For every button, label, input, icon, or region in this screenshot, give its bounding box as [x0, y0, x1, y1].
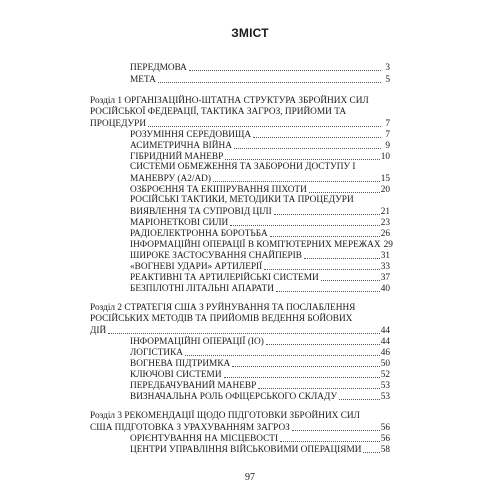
- toc-entry-label: МЕТА: [130, 75, 156, 85]
- leader-dots: [339, 398, 380, 400]
- toc-entry-page: 31: [380, 251, 390, 261]
- toc-entry-label: ДІЙ: [90, 326, 107, 336]
- toc-entry-aim[interactable]: [130, 74, 390, 86]
- leader-dots: [230, 224, 379, 226]
- toc-entry-page: 56: [380, 423, 390, 433]
- toc-entry-page: 23: [380, 218, 390, 228]
- toc-entry-label: ВИЯВЛЕННЯ ТА СУПРОВІД ЦІЛІ: [130, 207, 272, 217]
- toc-entry-page: 15: [380, 174, 390, 184]
- leader-dots: [108, 332, 380, 334]
- leader-dots: [276, 290, 380, 292]
- toc-entry-label: ІНФОРМАЦІЙНІ ОПЕРАЦІЇ (IO): [130, 337, 264, 347]
- toc-entry[interactable]: [130, 283, 390, 295]
- toc-entry-preface[interactable]: [130, 62, 390, 74]
- toc-entry-label: КЛЮЧОВІ СИСТЕМИ: [130, 370, 222, 380]
- toc-entry-label: ОРІЄНТУВАННЯ НА МІСЦЕВОСТІ: [130, 434, 279, 444]
- toc-entry-page: 46: [380, 348, 390, 358]
- toc-entry-page: 20: [380, 185, 390, 195]
- leader-dots: [185, 354, 380, 356]
- page-number: 97: [245, 472, 255, 483]
- toc-entry-page: 56: [380, 434, 390, 444]
- leader-dots: [292, 429, 380, 431]
- toc-entry-label: ВОГНЕВА ПІДТРИМКА: [130, 359, 231, 369]
- section-2-title-line-1[interactable]: Розділ 2 СТРАТЕГІЯ США З РУЙНУВАННЯ ТА ПОСЛАБЛЕННЯ: [90, 303, 356, 313]
- toc-entry-label: МАНЕВРУ (A2/AD): [130, 174, 211, 184]
- toc-entry-page: 3: [385, 63, 390, 73]
- leader-dots: [148, 125, 381, 127]
- toc-entry-page: 53: [380, 381, 390, 391]
- toc-entry-page: 58: [380, 445, 390, 455]
- leader-dots: [280, 440, 380, 442]
- toc-entry-label: МАРІОНЕТКОВІ СИЛИ: [130, 218, 229, 228]
- toc-entry-page: 53: [380, 392, 390, 402]
- toc-entry-label: РОЗУМІННЯ СЕРЕДОВИЩА: [130, 130, 252, 140]
- toc-entry-label: АСИМЕТРИЧНА ВІЙНА: [130, 141, 232, 151]
- toc-entry-label: ВИЗНАЧАЛЬНА РОЛЬ ОФІЦЕРСЬКОГО СКЛАДУ: [130, 392, 338, 402]
- toc-entry-page: 7: [385, 119, 390, 129]
- page-title: ЗМІСТ: [231, 26, 269, 40]
- toc-entry-label: ЛОГІСТИКА: [130, 348, 183, 358]
- toc-entry-label: ШИРОКЕ ЗАСТОСУВАННЯ СНАЙПЕРІВ: [130, 251, 302, 261]
- toc-entry-page: 5: [385, 75, 390, 85]
- section-2-title-line-2[interactable]: РОСІЙСЬКИХ МЕТОДІВ ТА ПРИЙОМІВ ВЕДЕННЯ БОЙОВИХ: [90, 314, 353, 324]
- leader-dots: [158, 81, 381, 83]
- toc-entry-wrapped[interactable]: РОСІЙСЬКІ ТАКТИКИ, МЕТОДИКИ ТА ПРОЦЕДУРИ: [130, 195, 354, 205]
- toc-entry-label: ЦЕНТРИ УПРАВЛІННЯ ВІЙСЬКОВИМИ ОПЕРАЦІЯМИ: [130, 445, 362, 455]
- leader-dots: [274, 213, 380, 215]
- leader-dots: [264, 268, 379, 270]
- leader-dots: [266, 343, 380, 345]
- leader-dots: [309, 191, 380, 193]
- toc-entry-page: 44: [380, 337, 390, 347]
- toc-entry-page: 40: [380, 284, 390, 294]
- leader-dots: [234, 147, 381, 149]
- toc-entry-label: ПЕРЕДМОВА: [130, 63, 187, 73]
- leader-dots: [270, 235, 380, 237]
- leader-dots: [224, 376, 380, 378]
- toc-entry-label: ІНФОРМАЦІЙНІ ОПЕРАЦІЇ В КОМП'ЮТЕРНИХ МЕРЕЖАХ: [130, 240, 381, 250]
- toc-entry-label: РАДІОЕЛЕКТРОННА БОРОТЬБА: [130, 229, 268, 239]
- toc-entry-label: ПРОЦЕДУРИ: [90, 119, 147, 129]
- toc-entry-label: ПЕРЕДБАЧУВАНИЙ МАНЕВР: [130, 381, 257, 391]
- leader-dots: [363, 451, 379, 453]
- toc-entry-page: 26: [380, 229, 390, 239]
- leader-dots: [304, 257, 380, 259]
- toc-entry[interactable]: [130, 391, 390, 403]
- toc-entry-label: РЕАКТИВНІ ТА АРТИЛЕРІЙСЬКІ СИСТЕМИ: [130, 273, 319, 283]
- toc-entry-page: 29: [383, 240, 393, 250]
- leader-dots: [321, 279, 380, 281]
- toc-entry-page: 10: [380, 152, 390, 162]
- toc-entry-label: ОЗБРОЄННЯ ТА ЕКІПІРУВАННЯ ПІХОТИ: [130, 185, 307, 195]
- toc-entry-wrapped[interactable]: СИСТЕМИ ОБМЕЖЕННЯ ТА ЗАБОРОНИ ДОСТУПУ І: [130, 162, 356, 172]
- toc-entry-page: 50: [380, 359, 390, 369]
- toc-entry-page: 52: [380, 370, 390, 380]
- toc-entry-label: ГІБРИДНИЙ МАНЕВР: [130, 152, 224, 162]
- toc-entry-page: 7: [385, 130, 390, 140]
- leader-dots: [253, 136, 381, 138]
- section-3-title-line-1[interactable]: Розділ 3 РЕКОМЕНДАЦІЇ ЩОДО ПІДГОТОВКИ ЗБРОЙНИХ СИЛ: [90, 411, 360, 421]
- leader-dots: [258, 387, 379, 389]
- leader-dots: [232, 365, 379, 367]
- toc-entry-label: «ВОГНЕВІ УДАРИ» АРТИЛЕРІЇ: [130, 262, 263, 272]
- toc-entry-label: США ПІДГОТОВКА З УРАХУВАННЯМ ЗАГРОЗ: [90, 423, 290, 433]
- leader-dots: [189, 69, 381, 71]
- toc-entry-page: 37: [380, 273, 390, 283]
- toc-entry-page: 33: [380, 262, 390, 272]
- toc-entry-page: 21: [380, 207, 390, 217]
- section-1-title-line-2[interactable]: РОСІЙСЬКОЇ ФЕДЕРАЦІЇ, ТАКТИКА ЗАГРОЗ, ПРИЙОМИ ТА: [90, 107, 347, 117]
- toc-entry[interactable]: [130, 444, 390, 456]
- toc-entry-page: 44: [380, 326, 390, 336]
- toc-entry-page: 9: [385, 141, 390, 151]
- toc-entry-label: БЕЗПІЛОТНІ ЛІТАЛЬНІ АПАРАТИ: [130, 284, 274, 294]
- leader-dots: [213, 180, 380, 182]
- leader-dots: [225, 158, 379, 160]
- section-1-title-line-1[interactable]: Розділ 1 ОРГАНІЗАЦІЙНО-ШТАТНА СТРУКТУРА ЗБРОЙНИХ СИЛ: [90, 96, 369, 106]
